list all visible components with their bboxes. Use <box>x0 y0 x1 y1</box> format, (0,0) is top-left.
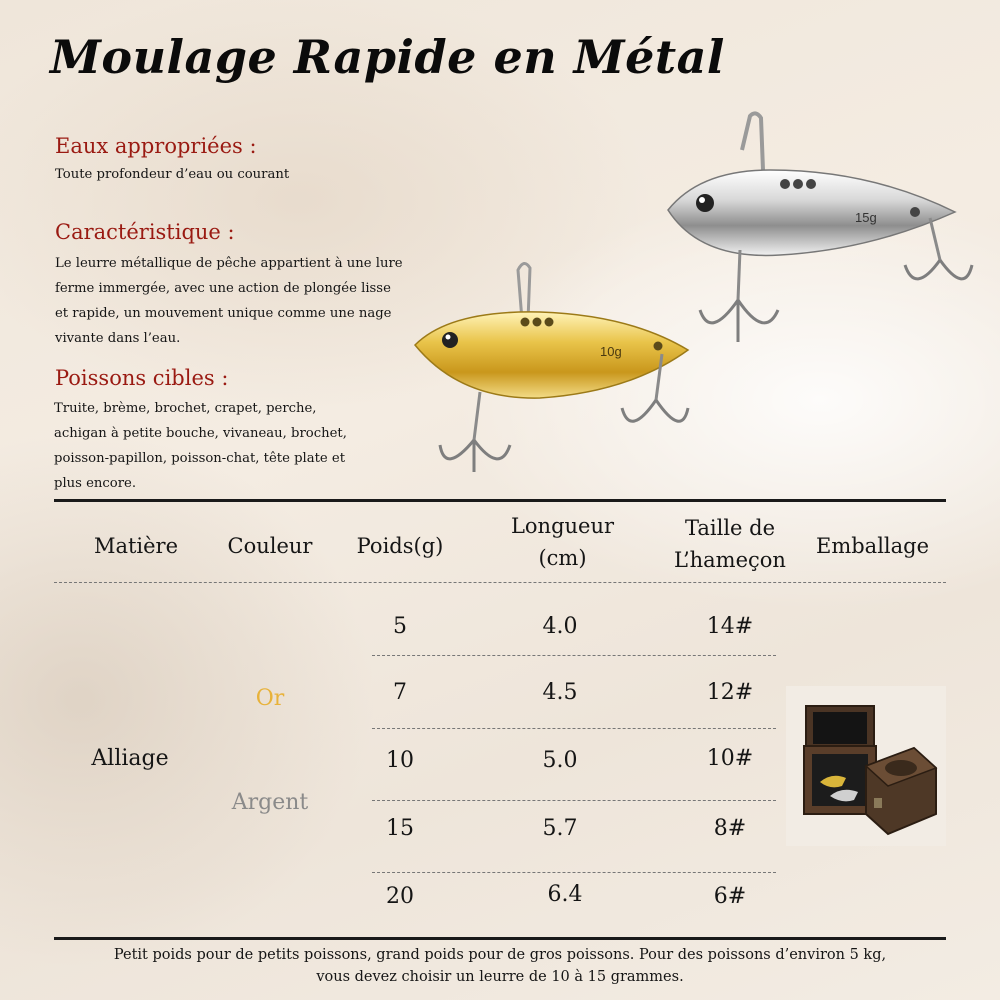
row-divider <box>372 800 776 801</box>
weight-cell: 20 <box>386 884 414 909</box>
weight-cell: 7 <box>393 680 407 705</box>
hook-cell: 14# <box>706 614 754 639</box>
col-header-hook-line2: L’hameçon <box>674 548 786 572</box>
col-header-hook <box>650 512 810 576</box>
col-header-length <box>480 510 645 574</box>
footer-note-line2: vous devez choisir un leurre de 10 à 15 grammes. <box>316 969 684 985</box>
length-cell: 6.4 <box>547 882 583 907</box>
section-text-line: poisson-papillon, poisson-chat, tête plate et <box>54 451 346 466</box>
row-divider <box>372 655 776 656</box>
section-heading-target-fish: Poissons cibles : <box>55 366 229 390</box>
row-divider <box>372 728 776 729</box>
section-text-line: Le leurre métallique de pêche appartient à une lure <box>55 256 403 271</box>
section-text-line: et rapide, un mouvement unique comme une nage <box>55 306 392 321</box>
color-cell-gold: Or <box>255 686 285 711</box>
section-text-line: plus encore. <box>54 476 137 491</box>
table-top-rule <box>54 499 946 502</box>
col-header-length-line2: (cm) <box>538 546 587 570</box>
section-heading-features: Caractéristique : <box>55 220 235 244</box>
gold-lure-icon <box>415 263 688 472</box>
section-text-line: Truite, brème, brochet, crapet, perche, <box>54 401 317 416</box>
color-cell-silver: Argent <box>231 790 309 815</box>
col-header-hook-line1: Taille de <box>684 516 776 540</box>
material-cell: Alliage <box>91 746 169 771</box>
col-header-packaging: Emballage <box>815 534 930 558</box>
length-cell: 4.5 <box>542 680 578 705</box>
page-title: Moulage Rapide en Métal <box>50 30 725 84</box>
lures-illustration <box>400 100 990 490</box>
section-text-line: achigan à petite bouche, vivaneau, brochet, <box>54 426 347 441</box>
hook-cell: 8# <box>713 816 747 841</box>
col-header-weight: Poids(g) <box>356 534 444 558</box>
section-text-line: ferme immergée, avec une action de plongée lisse <box>55 281 391 296</box>
length-cell: 5.0 <box>542 748 578 773</box>
section-text-line: Toute profondeur d’eau ou courant <box>55 167 290 182</box>
col-header-material: Matière <box>93 534 179 558</box>
weight-cell: 5 <box>393 614 407 639</box>
section-heading-waters: Eaux appropriées : <box>55 134 257 158</box>
hook-cell: 6# <box>713 884 747 909</box>
weight-cell: 15 <box>386 816 414 841</box>
section-text-target-fish <box>54 396 394 496</box>
length-cell: 4.0 <box>542 614 578 639</box>
wooden-box-icon <box>786 686 946 846</box>
footer-note <box>60 944 940 988</box>
length-cell: 5.7 <box>542 816 578 841</box>
section-text-features <box>55 251 455 351</box>
footer-note-line1: Petit poids pour de petits poissons, grand poids pour de gros poissons. Pour des poissons d’environ 5 kg, <box>113 947 887 963</box>
hook-cell: 12# <box>706 680 754 705</box>
silver-lure-label: 15g <box>855 210 877 225</box>
col-header-length-line1: Longueur <box>510 514 615 538</box>
weight-cell: 10 <box>386 748 414 773</box>
col-header-color: Couleur <box>227 534 313 558</box>
gold-lure-label: 10g <box>600 344 622 359</box>
table-bottom-rule <box>54 937 946 940</box>
hook-cell: 10# <box>706 746 754 771</box>
silver-lure-icon <box>668 113 972 342</box>
header-divider <box>54 582 946 583</box>
section-text-waters <box>55 162 455 187</box>
section-text-line: vivante dans l’eau. <box>55 331 181 346</box>
row-divider <box>372 872 776 873</box>
